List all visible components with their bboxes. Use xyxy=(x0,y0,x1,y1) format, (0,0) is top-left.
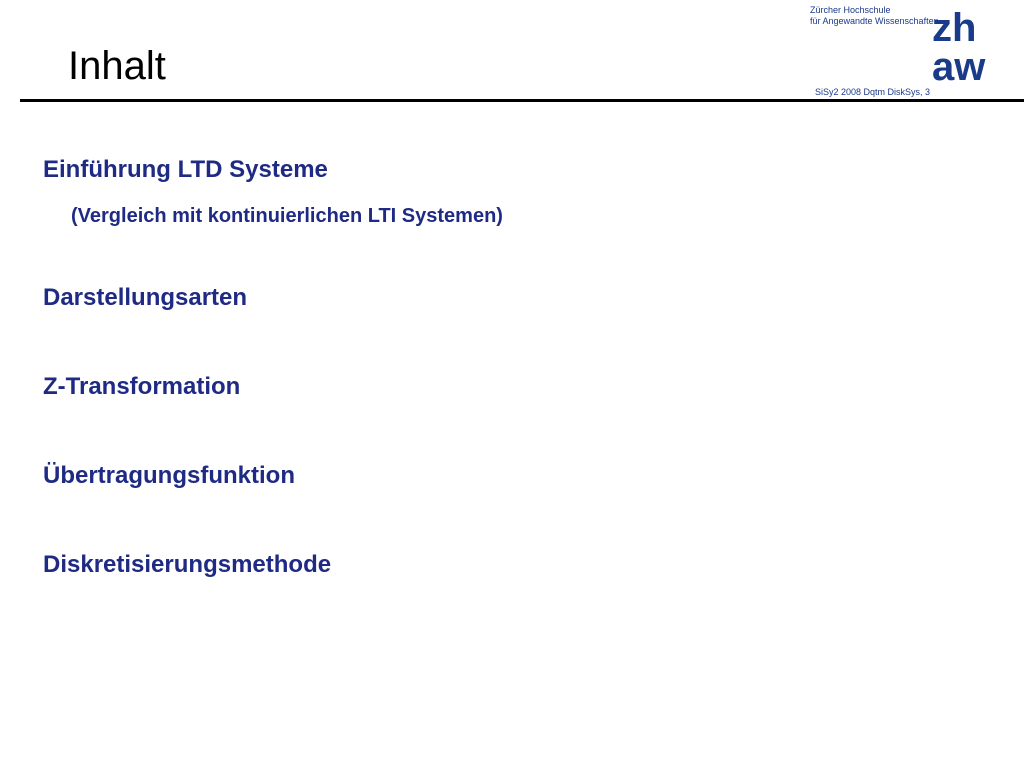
page-title: Inhalt xyxy=(68,44,166,88)
zhaw-logo xyxy=(930,4,1010,84)
agenda-item: Diskretisierungsmethode xyxy=(43,551,332,578)
agenda-subitem: (Vergleich mit kontinuierlichen LTI Systemen) xyxy=(71,205,503,227)
agenda-item: Einführung LTD Systeme xyxy=(43,156,328,183)
title-divider xyxy=(20,99,1024,102)
institution-line: für Angewandte Wissenschaften xyxy=(810,16,939,26)
institution-line: Zürcher Hochschule xyxy=(810,5,891,15)
slide-reference: SiSy2 2008 Dqtm DiskSys, 3 xyxy=(815,87,931,97)
svg-text:aw: aw xyxy=(932,45,986,84)
institution-name xyxy=(810,5,939,27)
svg-text:zh: zh xyxy=(932,6,977,50)
agenda-item: Übertragungsfunktion xyxy=(43,462,295,489)
agenda-item: Z-Transformation xyxy=(43,373,241,400)
agenda-item: Darstellungsarten xyxy=(43,284,248,311)
